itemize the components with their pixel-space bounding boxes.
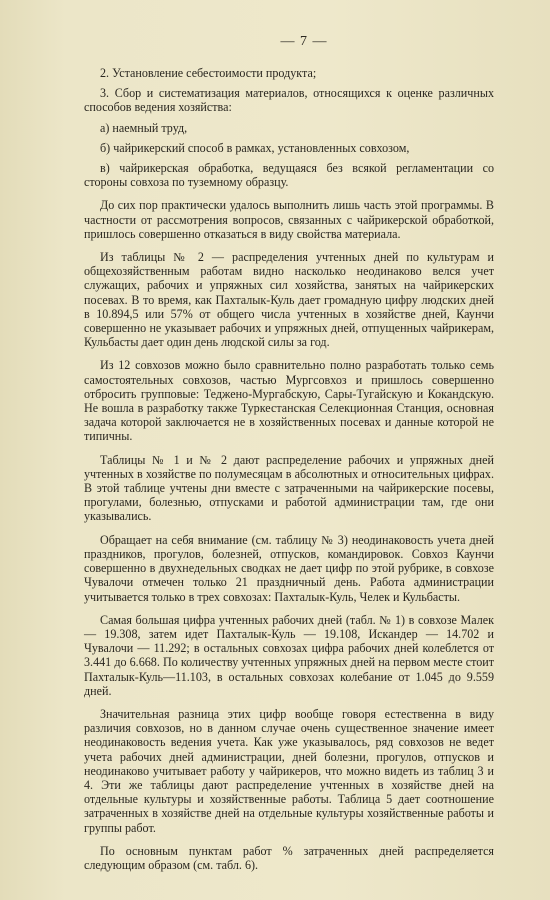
list-item-b: б) чайрикерский способ в рамках, установленных совхозом,: [100, 140, 410, 155]
list-item-c: в) чайрикерская обработка, ведущаяся без всякой регламентации со стороны совхоза по туземному образцу.: [84, 161, 494, 190]
paragraph-program: До сих пор практически удалось выполнить лишь часть этой программы. В частности от рассмотрения вопросов, связанных с чайрикерской обработкой, пришлось совершенно отказаться в виду свойства материала.: [84, 198, 494, 241]
paragraph-table-2: Из таблицы № 2 — распределения учтенных дней по культурам и общехозяйственным работам видно насколько неодинаково велся учет служащих, рабочих и упряжных сил хозяйства, занятых на чайрикерских посевах. В то время, как Пахталык-Куль дает громадную цифру людских дней в 10.894,5 или 57% от общего числа учтенных в хозяйстве дней, Каунчи совершенно не указывает рабочих и упряжных дней, отпущенных чайрикерам, Кульбасты дает один день людской силы за год.: [84, 250, 494, 350]
list-item-a: а) наемный труд,: [100, 120, 188, 135]
paragraph-sovkhozes: Из 12 совхозов можно было сравнительно полно разработать только семь самостоятельных совхозов, частью Мургсовхоз и пришлось совершенно отбросить групповые: Теджено-Мургабскую, Сары-Тугайскую и Кокандскую. Не вошла в разработку также Туркестанская Селекционная Станция, основная задача которой заключается не в хозяйственных посевах и данные которой не типичны.: [84, 358, 494, 444]
paragraph-1: 2. Установление себестоимости продукта;: [100, 66, 317, 80]
paragraph-2: 3. Сбор и систематизация материалов, относящихся к оценке различных способов ведения хозяйства:: [84, 86, 494, 115]
paragraph-tables-1-2: Таблицы № 1 и № 2 дают распределение рабочих и упряжных дней учтенных в хозяйстве по полумесяцам в абсолютных и относительных цифрах. В этой таблице учтены дни вместе с затраченными на чайрикерские посевы, прогулами, болезнью, отпусками и работой администрации там, где они указывались.: [84, 452, 494, 524]
paragraph-table-3: Обращает на себя внимание (см. таблицу № 3) неодинаковость учета дней праздников, прогулов, болезней, отпусков, командировок. Совхоз Каунчи совершенно в двухнедельных сводках не дает цифр по этой рубрике, в совхозе Чувалочи отмечен только 21 праздничный день. Работа администрации учитывается только в трех совхозах: Пахталык-Куль, Челек и Кульбасты.: [84, 532, 494, 604]
paragraph-main-points: По основным пунктам работ % затраченных дней распределяется следующим образом (см. табл. 6).: [84, 843, 494, 872]
paragraph-largest-figure: Самая большая цифра учтенных рабочих дней (табл. № 1) в совхозе Малек — 19.308, затем идет Пахталык-Куль — 19.108, Искандер — 14.702 и Чувалочи — 11.292; в остальных совхозах цифра рабочих дней колеблется от 3.441 до 6.668. По количеству учтенных упряжных дней на первом месте стоит Пахталык-Куль—11.103, в остальных совхозах колебание от 1.045 до 9.559 дней.: [84, 612, 494, 698]
page-number: — 7 —: [280, 34, 328, 49]
paragraph-difference: Значительная разница этих цифр вообще говоря естественна в виду различия совхозов, но в данном случае очень существенное значение имеет неодинаковость ведения учета. Как уже указывалось, ряд совхозов не ведет учета рабочих дней администрации, дней болезни, прогулов, отпусков и неодинаково учитывает работу у чайрикеров, что можно видеть из таблиц 3 и 4. Эти же таблицы дают распределение учтенных в хозяйстве дней на отдельные культуры и хозяйственные работы. Таблица 5 дает соотношение затраченных в хозяйстве дней на отдельные культуры хозяйственные работы и группы работ.: [84, 706, 494, 835]
